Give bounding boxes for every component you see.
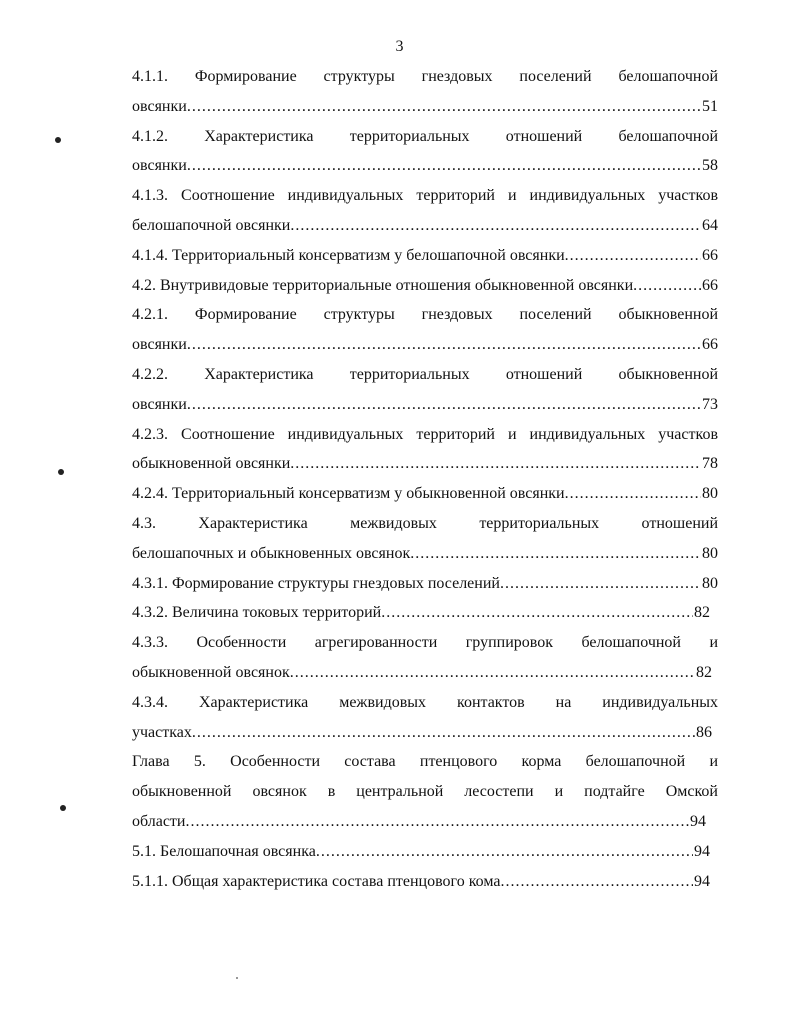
toc-text: обыкновенной овсянок bbox=[132, 663, 290, 681]
dot-leader bbox=[187, 330, 701, 360]
toc-entry-4-2-3-line2 bbox=[132, 449, 718, 479]
toc-page: 66 bbox=[702, 336, 718, 354]
toc-entry-4-1-3-line1 bbox=[132, 181, 718, 211]
toc-text: Белошапочная овсянка bbox=[160, 842, 316, 860]
toc-page: 80 bbox=[702, 485, 718, 503]
toc-number: 4.1.3. bbox=[132, 187, 168, 205]
toc-number: 4.1.2. bbox=[132, 127, 168, 145]
toc-page: 66 bbox=[702, 246, 718, 264]
toc-number: 4.2.2. bbox=[132, 365, 168, 383]
toc-text: Особенности агрегированности группировок белошапочной и bbox=[196, 634, 718, 652]
toc-page: 80 bbox=[702, 574, 718, 592]
toc-text: Формирование структуры гнездовых поселений обыкновенной bbox=[194, 306, 718, 324]
toc-text: Территориальный консерватизм у обыкновенной овсянки bbox=[172, 485, 565, 503]
toc-text: овсянки bbox=[132, 157, 187, 175]
toc-text: Величина токовых территорий bbox=[172, 604, 382, 622]
toc-number: 4.2.3. bbox=[132, 425, 168, 443]
toc-number: 4.3.2. bbox=[132, 604, 168, 622]
toc-text: Характеристика межвидовых территориальных отношений bbox=[198, 514, 718, 532]
toc-text: Характеристика территориальных отношений обыкновенной bbox=[204, 365, 718, 383]
toc-page: 73 bbox=[702, 395, 718, 413]
toc-number: 4.3.3. bbox=[132, 634, 168, 652]
dot-leader bbox=[185, 807, 689, 837]
toc-entry-chapter-5-line2 bbox=[132, 777, 718, 807]
toc-entry-4-3-1 bbox=[132, 569, 718, 599]
toc-text: Территориальный консерватизм у белошапочной овсянки bbox=[172, 246, 565, 264]
toc-number: 5.1. bbox=[132, 842, 156, 860]
toc-number: 4.3.4. bbox=[132, 693, 168, 711]
toc-entry-5-1 bbox=[132, 837, 710, 867]
dot-leader bbox=[187, 92, 701, 122]
toc-entry-4-2-2-line2 bbox=[132, 390, 718, 420]
toc-page: 51 bbox=[702, 97, 718, 115]
toc-entry-4-1-3-line2 bbox=[132, 211, 718, 241]
table-of-contents bbox=[132, 62, 718, 896]
binding-hole-mark bbox=[55, 137, 61, 143]
dot-leader bbox=[187, 151, 701, 181]
dot-leader bbox=[500, 569, 701, 599]
toc-text: Формирование структуры гнездовых поселений bbox=[172, 574, 500, 592]
toc-entry-4-2-2-line1 bbox=[132, 360, 718, 390]
toc-number: Глава 5. bbox=[132, 753, 206, 771]
toc-page: 94 bbox=[694, 842, 710, 860]
toc-number: 4.2.4. bbox=[132, 485, 168, 503]
toc-page: 94 bbox=[690, 812, 706, 830]
toc-entry-chapter-5-line1 bbox=[132, 747, 718, 777]
toc-entry-4-2-1-line2 bbox=[132, 330, 718, 360]
toc-entry-4-1-4 bbox=[132, 241, 718, 271]
toc-text: белошапочной овсянки bbox=[132, 216, 291, 234]
toc-entry-4-2-3-line1 bbox=[132, 420, 718, 450]
dot-leader bbox=[290, 211, 701, 241]
toc-text: белошапочных и обыкновенных овсянок bbox=[132, 544, 411, 562]
toc-text: Формирование структуры гнездовых поселений белошапочной bbox=[194, 68, 718, 85]
dot-leader bbox=[633, 271, 701, 301]
dot-leader bbox=[192, 718, 695, 748]
toc-text: обыкновенной овсянок в центральной лесостепи и подтайге Омской bbox=[132, 783, 718, 801]
dot-leader bbox=[290, 658, 695, 688]
binding-hole-mark bbox=[60, 805, 66, 811]
dot-leader bbox=[410, 539, 701, 569]
toc-number: 4.2.1. bbox=[132, 306, 168, 324]
toc-entry-4-3-4-line1 bbox=[132, 688, 718, 718]
scan-speck bbox=[236, 977, 238, 979]
toc-entry-4-3-3-line1 bbox=[132, 628, 718, 658]
toc-text: Соотношение индивидуальных территорий и индивидуальных участков bbox=[181, 187, 718, 205]
toc-text: Характеристика межвидовых контактов на индивидуальных bbox=[198, 693, 718, 711]
toc-text: обыкновенной овсянки bbox=[132, 455, 291, 473]
toc-text: области bbox=[132, 812, 186, 830]
toc-text: Общая характеристика состава птенцового кома bbox=[172, 872, 501, 890]
toc-number: 4.3. bbox=[132, 514, 156, 532]
toc-page: 82 bbox=[696, 663, 712, 681]
toc-text: Соотношение индивидуальных территорий и индивидуальных участков bbox=[181, 425, 718, 443]
toc-entry-4-2 bbox=[132, 271, 718, 301]
toc-page: 82 bbox=[694, 604, 710, 622]
toc-page: 64 bbox=[702, 216, 718, 234]
toc-entry-4-2-1-line1 bbox=[132, 300, 718, 330]
page-number: 3 bbox=[395, 38, 404, 55]
toc-page: 80 bbox=[702, 544, 718, 562]
toc-page: 78 bbox=[702, 455, 718, 473]
toc-text: овсянки bbox=[132, 395, 187, 413]
toc-text: Внутривидовые территориальные отношения обыкновенной овсянки bbox=[160, 276, 634, 294]
toc-text: овсянки bbox=[132, 97, 187, 115]
toc-entry-4-3-line1 bbox=[132, 509, 718, 539]
dot-leader bbox=[565, 241, 701, 271]
dot-leader bbox=[500, 867, 693, 897]
toc-number: 4.2. bbox=[132, 276, 156, 294]
toc-number: 5.1.1. bbox=[132, 872, 168, 890]
toc-entry-4-3-line2 bbox=[132, 539, 718, 569]
toc-text: участках bbox=[132, 723, 192, 741]
toc-entry-4-1-1-line2 bbox=[132, 92, 718, 122]
toc-number: 4.1.4. bbox=[132, 246, 168, 264]
dot-leader bbox=[290, 449, 701, 479]
toc-text: Характеристика территориальных отношений белошапочной bbox=[204, 127, 718, 145]
toc-page: 94 bbox=[694, 872, 710, 890]
toc-entry-4-3-2 bbox=[132, 598, 710, 628]
toc-entry-4-3-4-line2 bbox=[132, 718, 712, 748]
binding-hole-mark bbox=[58, 469, 64, 475]
toc-page: 66 bbox=[702, 276, 718, 294]
toc-page: 58 bbox=[702, 157, 718, 175]
toc-number: 4.1.1. bbox=[132, 68, 168, 85]
dot-leader bbox=[187, 390, 701, 420]
toc-page: 86 bbox=[696, 723, 712, 741]
toc-text: овсянки bbox=[132, 336, 187, 354]
toc-entry-4-1-1-line1 bbox=[132, 62, 718, 92]
toc-entry-4-2-4 bbox=[132, 479, 718, 509]
dot-leader bbox=[381, 598, 693, 628]
toc-entry-chapter-5-line3 bbox=[132, 807, 706, 837]
toc-entry-5-1-1 bbox=[132, 867, 710, 897]
toc-number: 4.3.1. bbox=[132, 574, 168, 592]
dot-leader bbox=[565, 479, 701, 509]
toc-entry-4-3-3-line2 bbox=[132, 658, 712, 688]
toc-entry-4-1-2-line1 bbox=[132, 122, 718, 152]
toc-entry-4-1-2-line2 bbox=[132, 151, 718, 181]
toc-text: Особенности состава птенцового корма белошапочной и bbox=[230, 753, 718, 771]
dot-leader bbox=[316, 837, 693, 867]
